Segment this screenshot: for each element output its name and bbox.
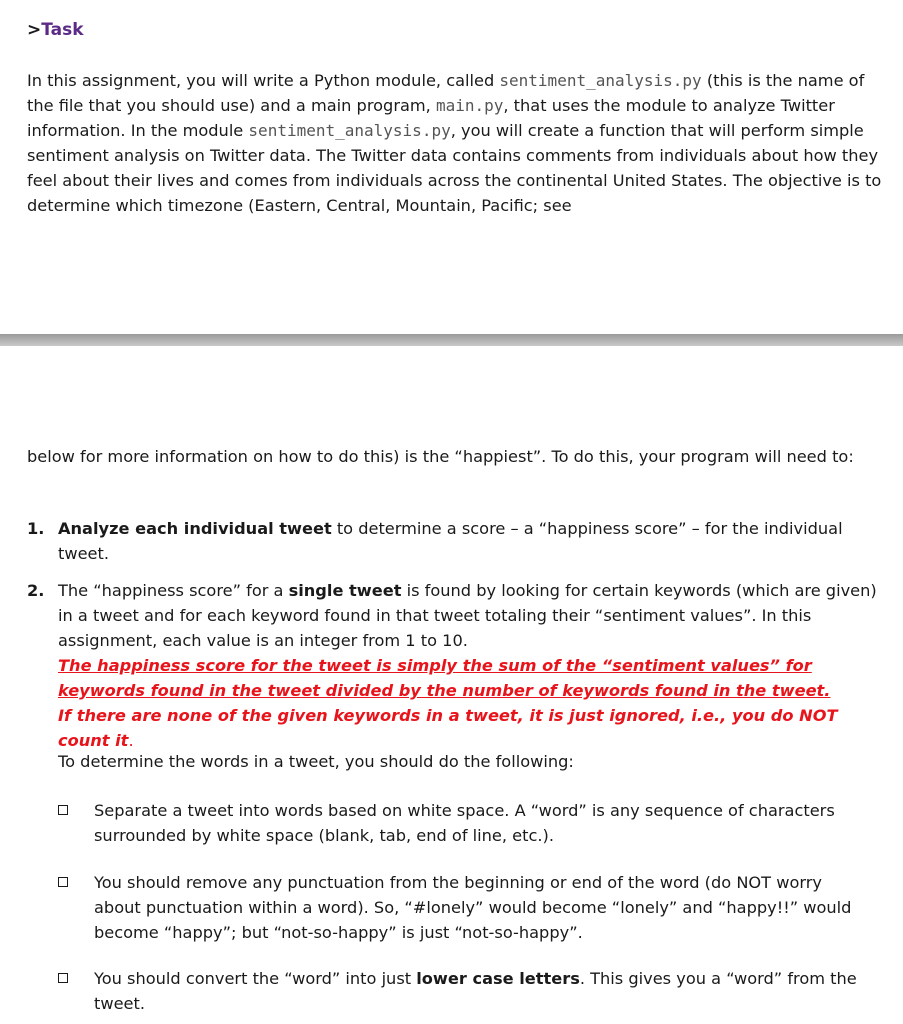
- square-bullet-icon: [58, 805, 68, 815]
- step-number: 2.: [27, 581, 45, 600]
- highlight-period: .: [128, 731, 134, 750]
- bullet-text-post: . This gives you a “word” from the tweet.: [94, 969, 857, 1013]
- continuation-paragraph: below for more information on how to do this) is the “happiest”. To do this, your program will need to:: [27, 447, 854, 466]
- intro-text-4: , you will create a function that will perform simple sentiment analysis on Twitter data. The Twitter data contains comments from individuals about how they feel about their lives and comes from individuals across the continental United States. The objective is to determine which timezone (Eastern, Central, Mountain, Pacific; see: [27, 121, 882, 215]
- step-bold: single tweet: [288, 581, 402, 600]
- bullet-text: [94, 966, 858, 1016]
- square-bullet-icon: [58, 973, 68, 983]
- page-divider: [0, 334, 903, 346]
- words-intro: To determine the words in a tweet, you should do the following:: [58, 752, 574, 771]
- step-pre: The “happiness score” for a: [58, 581, 289, 600]
- main-filename: main.py: [435, 96, 504, 115]
- intro-text-3: , that uses the module to analyze Twitter information. In the module: [27, 96, 835, 140]
- intro-paragraph: [27, 68, 887, 218]
- bullet-text: You should remove any punctuation from the beginning or end of the word (do NOT worry about punctuation within a word). So, “#lonely” would become “lonely” and “happy!!” would become “happy”; but “not-so-happy” is just “not-so-happy”.: [94, 873, 852, 942]
- step-text: is found by looking for certain keywords (which are given) in a tweet and for each keyword found in that tweet totaling their “sentiment values”. In this assignment, each value is an integer from 1 to 10.: [58, 581, 877, 650]
- step-text: to determine a score – a “happiness score” – for the individual tweet.: [58, 519, 843, 563]
- bullet-item: [58, 870, 858, 945]
- heading-word: Task: [41, 20, 84, 40]
- step-number: 1.: [27, 519, 45, 538]
- highlight-definition: The happiness score for the tweet is simply the sum of the “sentiment values” for keywords found in the tweet divided by the number of keywords found in the tweet.: [58, 656, 831, 700]
- step-item: [27, 516, 887, 566]
- square-bullet-icon: [58, 877, 68, 887]
- heading-marker: >: [27, 20, 42, 40]
- bullet-text-pre: You should convert the “word” into just: [94, 969, 417, 988]
- bullet-item: [58, 798, 858, 848]
- steps-list: [27, 516, 887, 765]
- task-heading: [27, 20, 84, 40]
- step-bold: Analyze each individual tweet: [58, 519, 332, 538]
- step-item: [27, 578, 887, 753]
- bullet-item: [58, 966, 858, 1016]
- bullet-text-bold: lower case letters: [416, 969, 580, 988]
- intro-text-2: (this is the name of the file that you should use) and a main program,: [27, 71, 865, 115]
- highlight-note: If there are none of the given keywords in a tweet, it is just ignored, i.e., you do NOT count it: [58, 706, 838, 750]
- module-filename: sentiment_analysis.py: [499, 71, 702, 90]
- intro-text-1: In this assignment, you will write a Python module, called: [27, 71, 500, 90]
- module-filename-2: sentiment_analysis.py: [248, 121, 451, 140]
- bullet-text: Separate a tweet into words based on white space. A “word” is any sequence of characters surrounded by white space (blank, tab, end of line, etc.).: [94, 801, 835, 845]
